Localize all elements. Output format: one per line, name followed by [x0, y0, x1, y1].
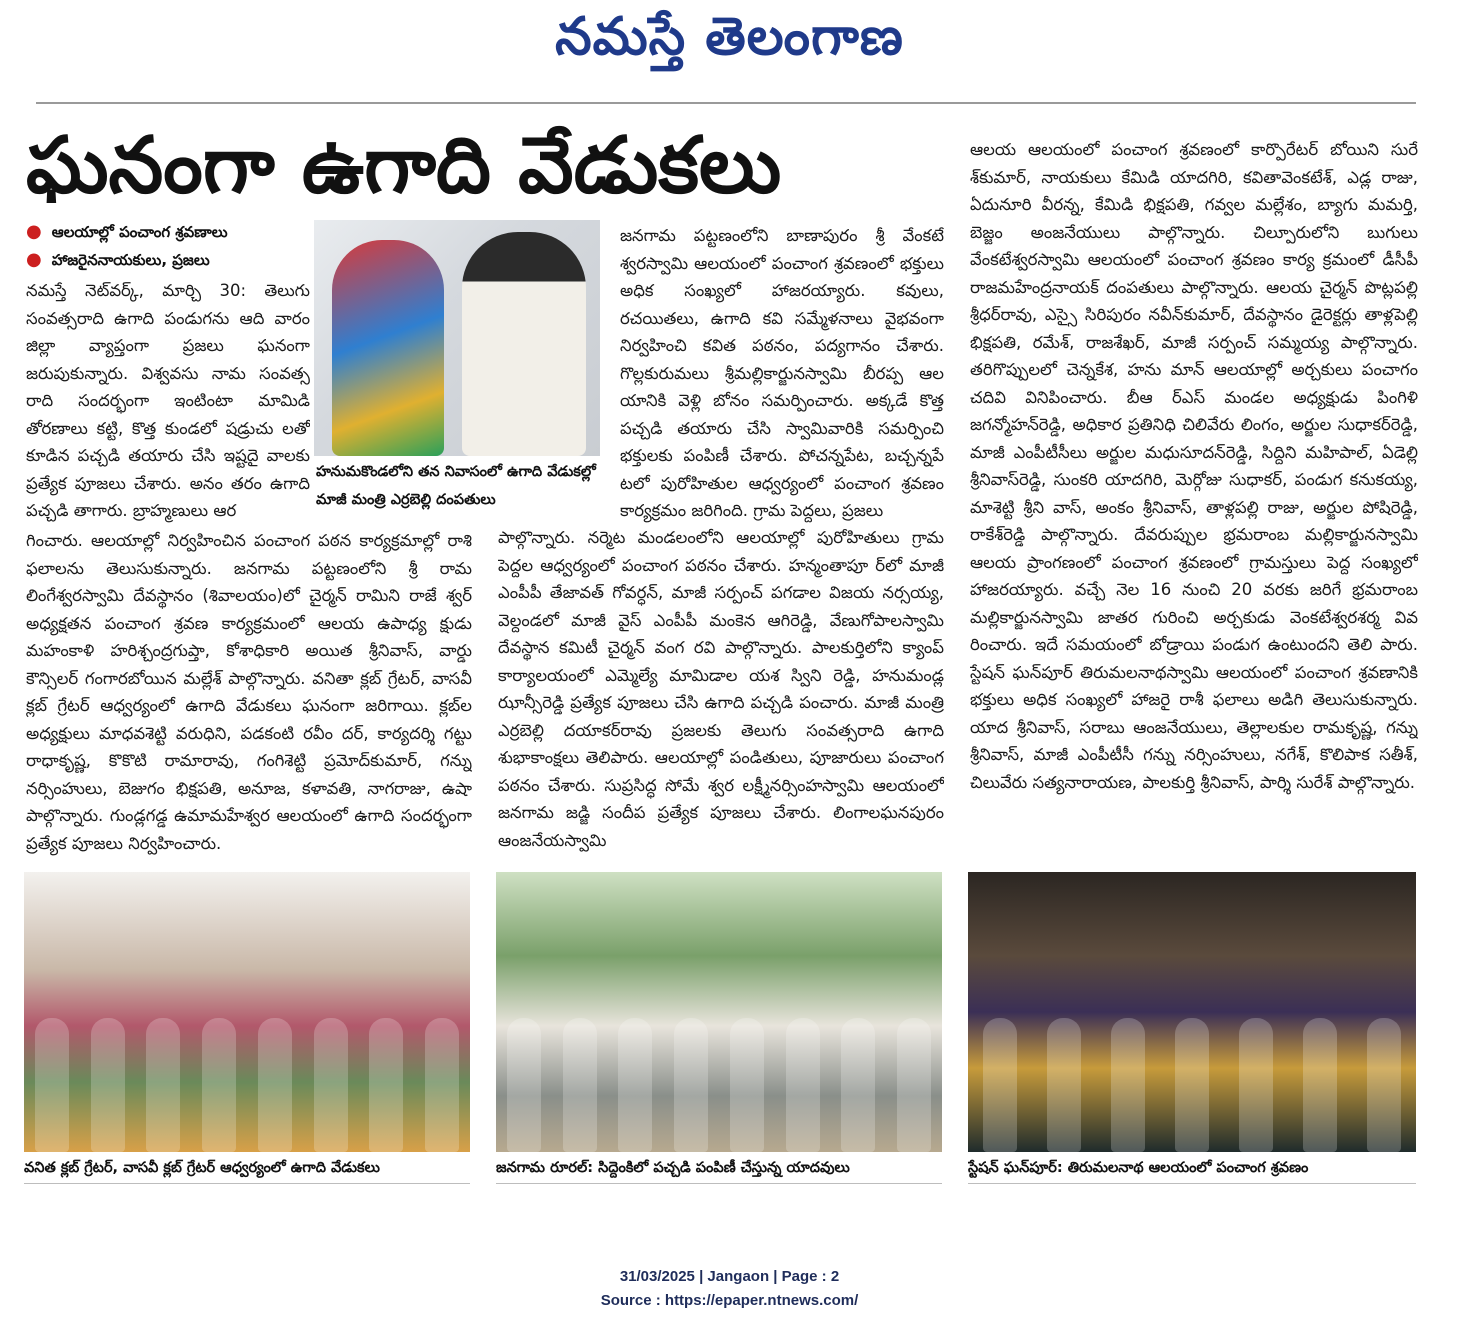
subheadline-list [26, 218, 316, 274]
article-column-1-bottom: గించారు. ఆలయాల్లో నిర్వహించిన పంచాంగ పఠన కార్యక్రమాల్లో రాశి ఫలాలను తెలుసుకున్నారు. జనగామ పట్టణంలోని శ్రీ రామ లింగేశ్వరస్వామి దేవస్థానం (శివాలయం)లో చైర్మన్ రామిని రాజే శ్వర్ అధ్యక్షతన పంచాంగ శ్రవణ కార్యక్రమంలో ఆలయ ఉపాధ్య క్షుడు మహంకాళి హరిశ్చంద్రగుప్తా, కోశాధికారి అయిత శ్రీనివాస్, వార్డు కౌన్సిలర్ గంగారబోయిన మల్లేశ్ పాల్గొన్నారు. వనితా క్లబ్ గ్రేటర్, వాసవీ క్లబ్ గ్రేటర్ ఆధ్వర్యంలో ఉగాది వేడుకలు ఘనంగా జరిగాయి. క్లబ్‌ల అధ్యక్షులు మాధవశెట్టి వరుధిని, పడకంటి రవీం దర్, కార్యదర్శి గట్టు రాధాకృష్ణ, కొకొటి రామారావు, గంగిశెట్టి ప్రమోద్‌కుమార్, గన్ను నర్సింహులు, బెజుగం భిక్షపతి, అనూజ, కళావతి, నాగరాజు, ఉషా పాల్గొన్నారు. గుండ్లగడ్డ ఉమామహేశ్వర ఆలయంలో ఉగాది సందర్భంగా ప్రత్యేక పూజలు నిర్వహించారు. [26, 531, 472, 853]
photo-siddenki-yadavs [496, 872, 942, 1152]
photo-errabelli-couple [314, 220, 600, 456]
photo-caption-3: స్టేషన్ ఘన్‌పూర్: తిరుమలనాథ ఆలయంలో పంచాంగ శ్రవణం [968, 1154, 1416, 1184]
bullet-icon: ● [26, 249, 42, 270]
photo-caption-1: వనిత క్లబ్ గ్రేటర్, వాసవీ క్లబ్ గ్రేటర్ ఆధ్వర్యంలో ఉగాది వేడుకలు [24, 1154, 470, 1184]
article-column-3: ఆలయ ఆలయంలో పంచాంగ శ్రవణంలో కార్పొరేటర్ బోయిని సురే శ్‌కుమార్, నాయకులు కేమిడి యాదగిరి, కవితావెంకటేశ్, ఎడ్ల రాజు, ఏదునూరి వీరన్న, కేమిడి భిక్షపతి, గవ్వల మల్లేశం, బ్యాగు మమర్తి, బెజ్జం అంజనేయులు పాల్గొన్నారు. చిల్పూరులోని బుగులు వేంకటేశ్వరస్వామి ఆలయంలో పంచాంగ శ్రవణం కార్య క్రమంలో డీసీపీ రాజమహేంద్రనాయక్ దంపతులు పాల్గొన్నారు. ఆలయ చైర్మన్ పొట్లపల్లి శ్రీధర్‌రావు, ఎస్సై సిరిపురం నవీన్‌కుమార్, దేవస్థానం డైరెక్టర్లు తాళ్లపెల్లి భిక్షపతి, రమేశ్, రాజశేఖర్, మాజీ సర్పంచ్ సమ్మయ్య పాల్గొన్నారు. తరిగొప్పులలో చెన్నకేశ, హను మాన్ ఆలయాల్లో అర్చకులు పంచాగం చదివి వినిపించారు. బీఆ ర్ఎస్ మండల అధ్యక్షుడు పింగిళి జగన్మోహన్‌రెడ్డి, అధికార ప్రతినిధి చిలివేరు లింగం, అర్జుల సుధాకర్‌రెడ్డి, మాజీ ఎంపీటీసీలు అర్జుల మధుసూదన్‌రెడ్డి, సిద్దిని మహిపాల్, ఏడెల్లి శ్రీనివాస్‌రెడ్డి, సుంకరి యాదగిరి, మెర్గోజు సుధాకర్, పండుగ కనుకయ్య, మాశెట్టి శ్రీని వాస్, అంకం శ్రీనివాస్, తాళ్లపల్లి రాజు, అర్జుల పోషిరెడ్డి, రాకేశ్‌రెడ్డి పాల్గొన్నారు. దేవరుప్పుల భ్రమరాంబ మల్లికార్జునస్వామి ఆలయ ప్రాంగణంలో పంచాంగ శ్రవణంలో గ్రామస్తులు పెద్ద సంఖ్యలో హాజరయ్యారు. వచ్చే నెల 16 నుంచి 20 వరకు జరిగే భ్రమరాంబ మల్లికార్జునస్వామి జాతర గురించి అర్చకుడు వెంకటేశ్వరశర్మ వివ రించారు. ఇదే సమయంలో బోడ్రాయి పండుగ ఉంటుందని తెలి పారు. స్టేషన్ ఘన్‌పూర్ తిరుమలనాథస్వామి ఆలయంలో పంచాంగ శ్రవణానికి భక్తులు అధిక సంఖ్యలో హాజరై రాశీ ఫలాలు అడిగి తెలుసుకున్నారు. యాద శ్రీనివాస్, సరాబు ఆంజనేయులు, తెల్లాలకుల రామకృష్ణ, గన్ను శ్రీనివాస్, మాజీ ఎంపీటీసీ గన్ను నర్సింహులు, నగేశ్, కొలిపాక సతీశ్, చిలువేరు సత్యనారాయణ, పాలకుర్తి శ్రీనివాస్, పార్శి సురేశ్ పాల్గొన్నారు. [970, 140, 1418, 792]
photo-vanitha-club [24, 872, 470, 1152]
footer-source-link[interactable]: Source : https://epaper.ntnews.com/ [600, 1292, 859, 1309]
headline: ఘనంగా ఉగాది వేడుకలు [26, 121, 782, 211]
photo-caption-top: హనుమకొండలోని తన నివాసంలో ఉగాది వేడుకల్లో మాజీ మంత్రి ఎర్రబెల్లి దంపతులు [314, 456, 600, 516]
article-column-2-bottom: పాల్గొన్నారు. నర్మెట మండలంలోని ఆలయాల్లో పురోహితులు గ్రామ పెద్దల ఆధ్వర్యంలో పంచాంగ పఠనం చేశారు. హన్మంతాపూ ర్‌లో మాజీ ఎంపీపీ తేజావత్ గోవర్ధన్, మాజీ సర్పంచ్ పగడాల విజయ నర్సయ్య, వెల్దండలో మాజీ వైస్ ఎంపీపీ మంకెన ఆగిరెడ్డి, వేణుగోపాలస్వామి దేవస్థాన కమిటీ చైర్మన్ వంగ రవి పాల్గొన్నారు. పాలకుర్తిలోని క్యాంప్ కార్యాలయంలో ఎమ్మెల్యే మామిడాల యశ స్విని రెడ్డి, హనుమండ్ల ఝాన్సీరెడ్డి ప్రత్యేక పూజలు చేసి ఉగాది పచ్చడి పంచారు. మాజీ మంత్రి ఎర్రబెల్లి దయాకర్‌రావు ప్రజలకు తెలుగు సంవత్సరాది ఉగాది శుభాకాంక్షలు తెలిపారు. ఆలయాల్లో పండితులు, పూజారులు పంచాంగ పఠనం చేశారు. సుప్రసిద్ధ సోమే శ్వర లక్ష్మీనర్సింహస్వామి ఆలయంలో జనగామ జడ్జి సందీప ప్రత్యేక పూజలు చేశారు. లింగాలఘనపురం ఆంజనేయస్వామి [498, 528, 944, 850]
photo-tirumalanatha-temple [968, 872, 1416, 1152]
photo-figure [332, 240, 444, 456]
masthead-logo: నమస్తే తెలంగాణ [555, 6, 904, 67]
photo-caption-2: జనగామ రూరల్: సిద్దెంకిలో పచ్చడి పంపిణీ చేస్తున్న యాదవులు [496, 1154, 942, 1184]
article-column-1-top: నమస్తే నెట్‌వర్క్, మార్చి 30: తెలుగు సంవత్సరాది ఉగాది పండుగను ఆది వారం జిల్లా వ్యాప్తంగా ప్రజలు ఘనంగా జరుపుకున్నారు. విశ్వవసు నామ సంవత్స రాది సందర్భంగా ఇంటింటా మామిడి తోరణాలు కట్టి, కొత్త కుండలో షడ్రుచు లతో కూడిన పచ్చడి తయారు చేసి ఇష్టదై వాలకు ప్రత్యేక పూజలు చేశారు. అనం తరం ఉగాది పచ్చడి తాగారు. బ్రాహ్మణులు ఆర [26, 281, 310, 520]
footer-date-edition: 31/03/2025 | Jangaon | Page : 2 [619, 1268, 840, 1285]
photo-figure [462, 232, 586, 456]
bullet-icon: ● [26, 221, 42, 242]
subheadline-item: ● హాజరైననాయకులు, ప్రజలు [26, 249, 210, 270]
article-column-2-top: జనగామ పట్టణంలోని బాణాపురం శ్రీ వేంకటే శ్వరస్వామి ఆలయంలో పంచాంగ శ్రవణంలో భక్తులు అధిక సంఖ్యలో హాజరయ్యారు. కవులు, రచయితలు, ఉగాది కవి సమ్మేళనాలు వైభవంగా నిర్వహించి కవిత పఠనం, పద్యగానం చేశారు. గొల్లకురుమలు శ్రీమల్లికార్జునస్వామి బీరప్ప ఆల యానికి వెళ్లి బోనం సమర్పించారు. అక్కడే కొత్త పచ్చడి తయారు చేసి స్వామివారికి సమర్పించి భక్తులకు పంపిణీ చేశారు. పోచన్నపేట, బచ్చన్నపే టలో పురోహితుల ఆధ్వర్యంలో పంచాంగ శ్రవణం కార్యక్రమం జరిగింది. గ్రామ పెద్దలు, ప్రజలు [620, 226, 944, 520]
masthead-divider [36, 102, 1416, 104]
subheadline-item: ● ఆలయాల్లో పంచాంగ శ్రవణాలు [26, 221, 228, 242]
